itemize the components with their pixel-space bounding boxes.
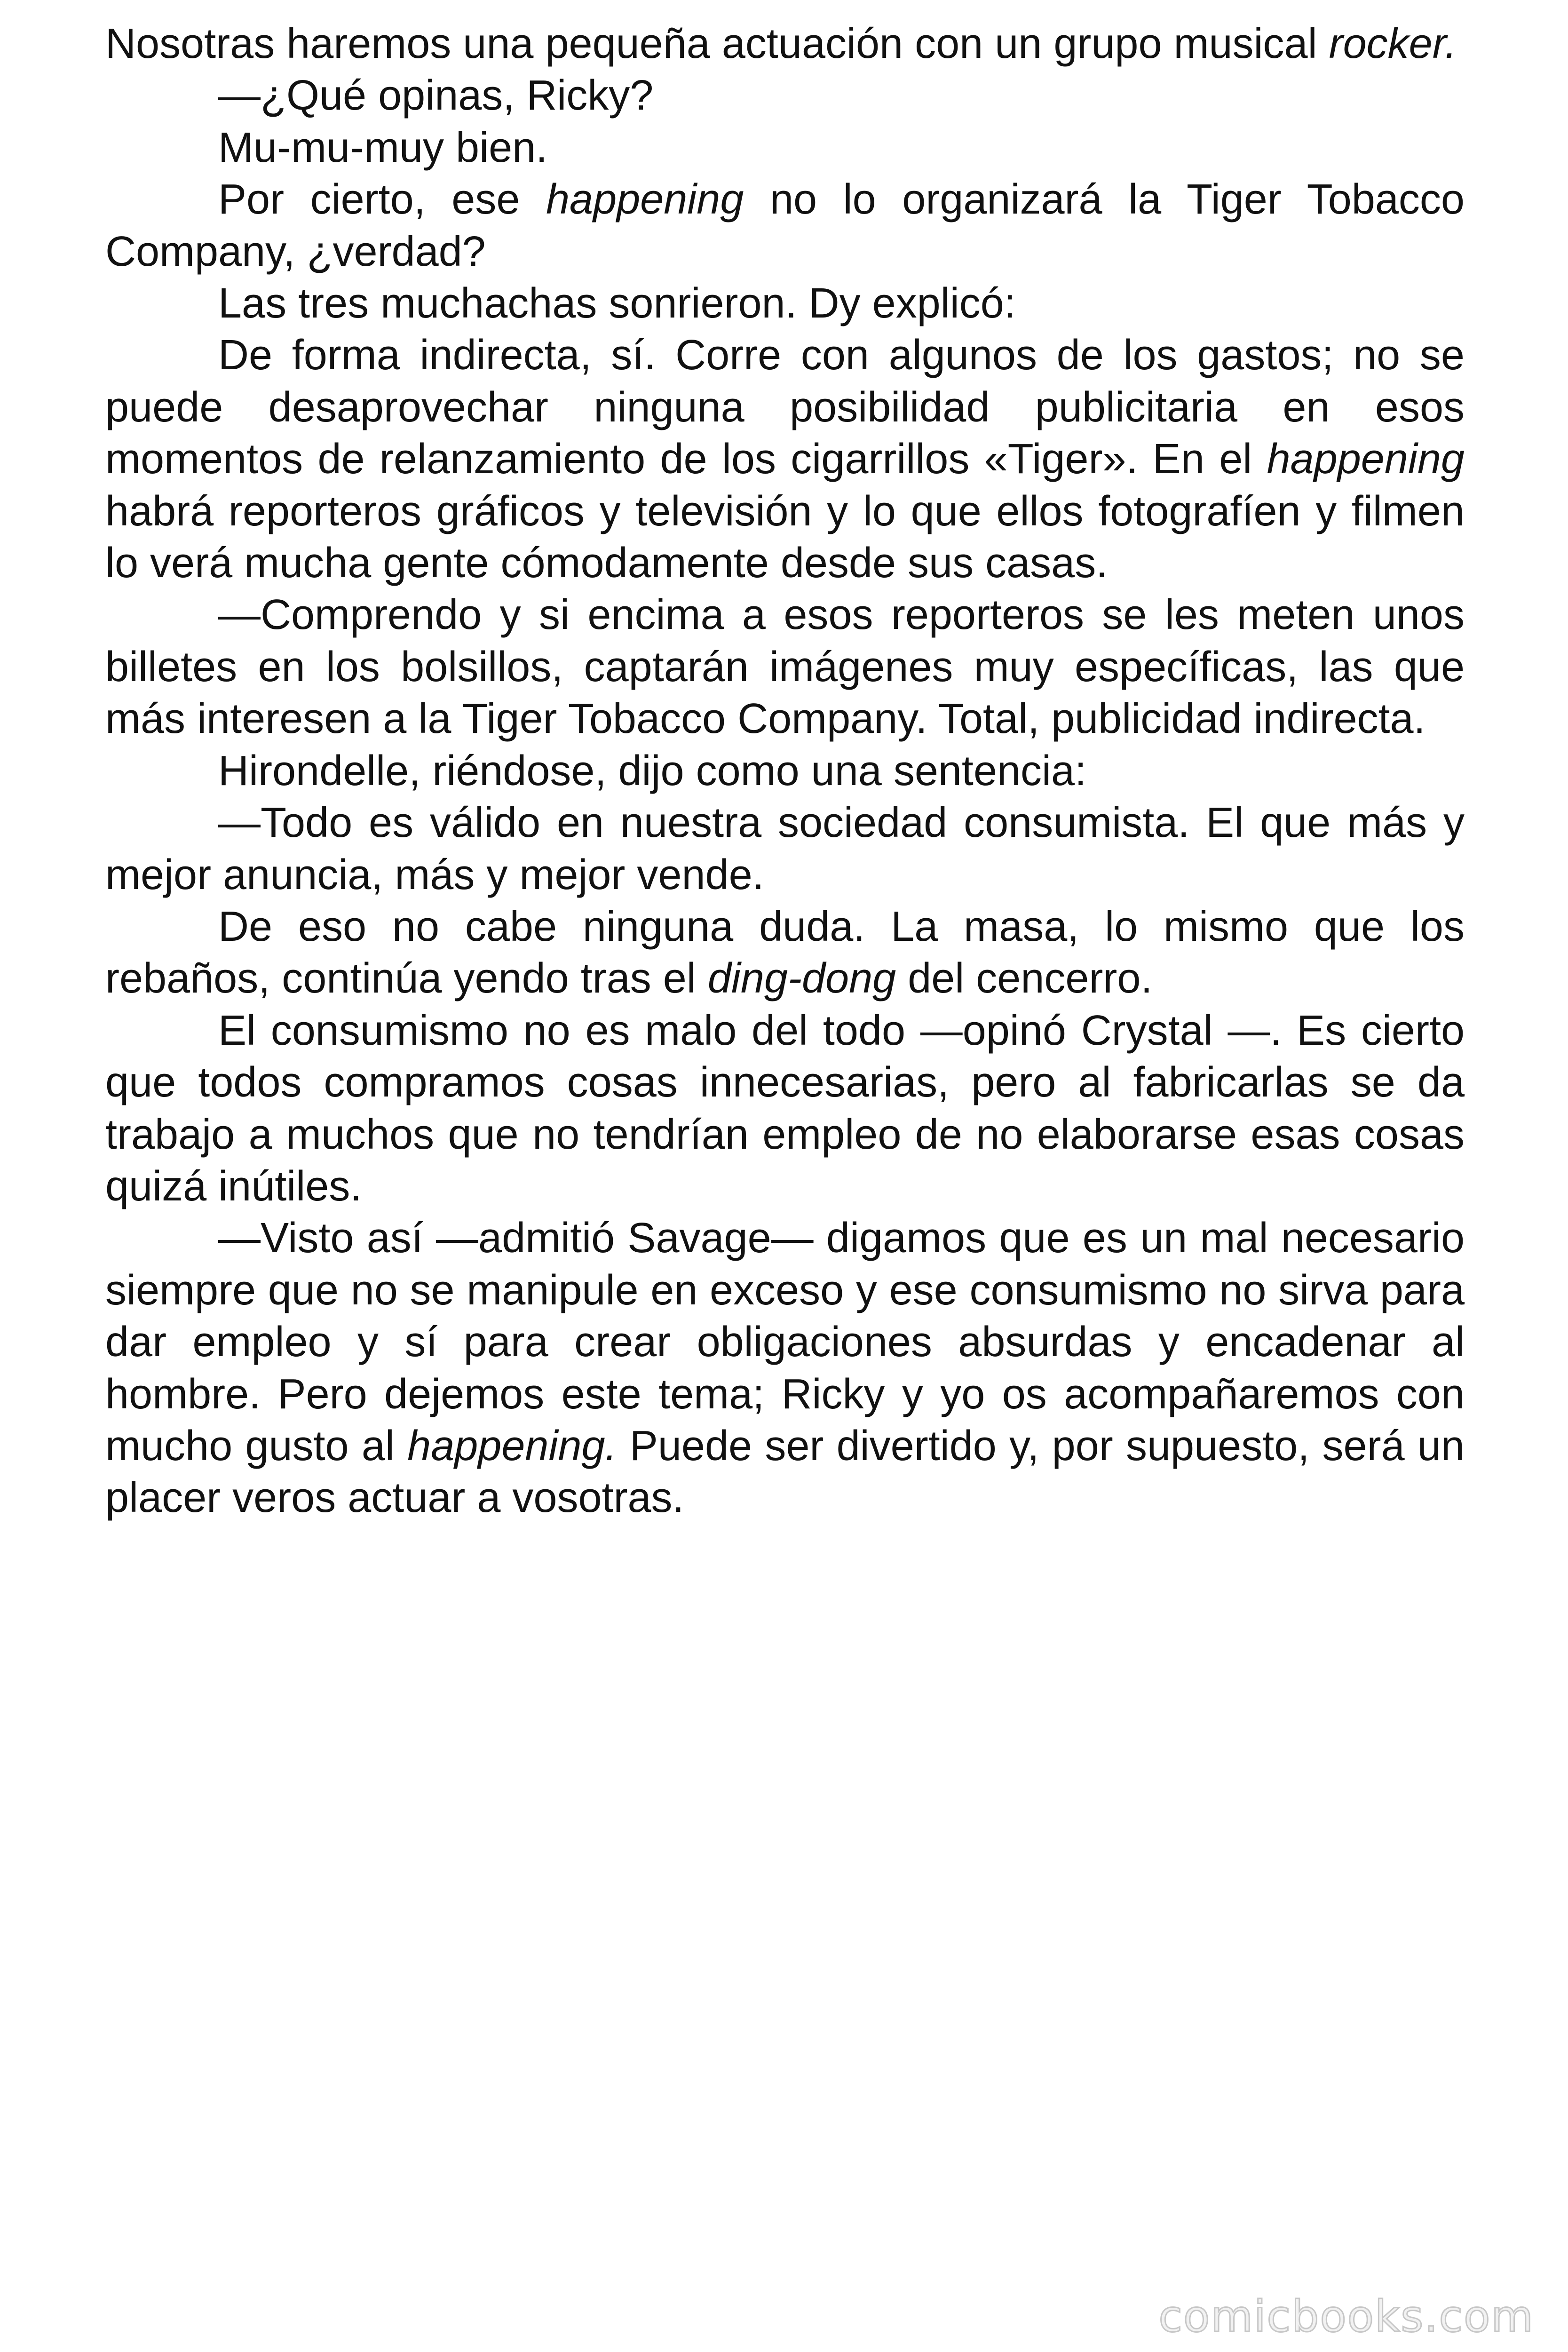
text-segment: —Todo es válido en nuestra sociedad consumista. El que más y mejor anuncia, más y mejor vende. bbox=[105, 799, 1465, 898]
paragraph bbox=[105, 1005, 1465, 1213]
page-text bbox=[105, 18, 1465, 1524]
text-segment: del cencerro. bbox=[896, 955, 1153, 1002]
paragraph bbox=[105, 18, 1465, 70]
text-segment: De eso no cabe ninguna duda. La masa, lo mismo que los rebaños, continúa yendo tras el bbox=[105, 903, 1465, 1002]
text-segment: Por cierto, ese bbox=[218, 176, 546, 223]
italic-text-segment: happening bbox=[546, 176, 744, 223]
paragraph bbox=[105, 1212, 1465, 1524]
text-segment: El consumismo no es malo del todo —opinó Crystal —. Es cierto que todos compramos cosas innecesarias, pero al fabricarlas se da trabajo a muchos que no tendrían empleo de no elaborarse esas cosas quizá inútiles. bbox=[105, 1007, 1465, 1210]
paragraph bbox=[105, 589, 1465, 745]
paragraph bbox=[105, 901, 1465, 1005]
paragraph bbox=[105, 329, 1465, 589]
paragraph bbox=[105, 278, 1465, 329]
paragraph bbox=[105, 122, 1465, 174]
paragraph bbox=[105, 745, 1465, 797]
text-segment: no lo organizará la Tiger Tobacco Company, ¿verdad? bbox=[105, 176, 1465, 275]
text-segment: Mu-mu-muy bien. bbox=[218, 124, 548, 171]
text-segment: —Visto así —admitió Savage— digamos que es un mal necesario siempre que no se manipule en exceso y ese consumismo no sirva para dar empleo y sí para crear obligaciones absurdas y encadenar al hombre. Pero dejemos este tema; Ricky y yo os acompañaremos con mucho gusto al bbox=[105, 1215, 1465, 1470]
text-segment: Nosotras haremos una pequeña actuación con un grupo musical bbox=[105, 20, 1329, 67]
text-segment: Hirondelle, riéndose, dijo como una sentencia: bbox=[218, 747, 1087, 795]
text-segment: De forma indirecta, sí. Corre con algunos de los gastos; no se puede desaprovechar ninguna posibilidad publicitaria en esos momentos de relanzamiento de los cigarrillos «Tiger». En el bbox=[105, 332, 1465, 483]
italic-text-segment: happening. bbox=[407, 1422, 617, 1470]
text-segment: habrá reporteros gráficos y televisión y lo que ellos fotografíen y filmen lo verá mucha gente cómodamente desde sus casas. bbox=[105, 487, 1465, 587]
italic-text-segment: rocker. bbox=[1329, 20, 1457, 67]
watermark: comicbooks.com bbox=[1158, 2291, 1534, 2342]
text-segment: Las tres muchachas sonrieron. Dy explicó: bbox=[218, 280, 1016, 327]
paragraph bbox=[105, 797, 1465, 901]
paragraph bbox=[105, 70, 1465, 121]
text-segment: —¿Qué opinas, Ricky? bbox=[218, 72, 654, 119]
paragraph bbox=[105, 174, 1465, 278]
italic-text-segment: ding-dong bbox=[707, 955, 896, 1002]
text-segment: Puede ser divertido y, por supuesto, será un placer veros actuar a vosotras. bbox=[105, 1422, 1465, 1522]
text-segment: —Comprendo y si encima a esos reporteros se les meten unos billetes en los bolsillos, captarán imágenes muy específicas, las que más interesen a la Tiger Tobacco Company. Total, publicidad indirecta. bbox=[105, 591, 1465, 743]
italic-text-segment: happening bbox=[1267, 436, 1465, 483]
